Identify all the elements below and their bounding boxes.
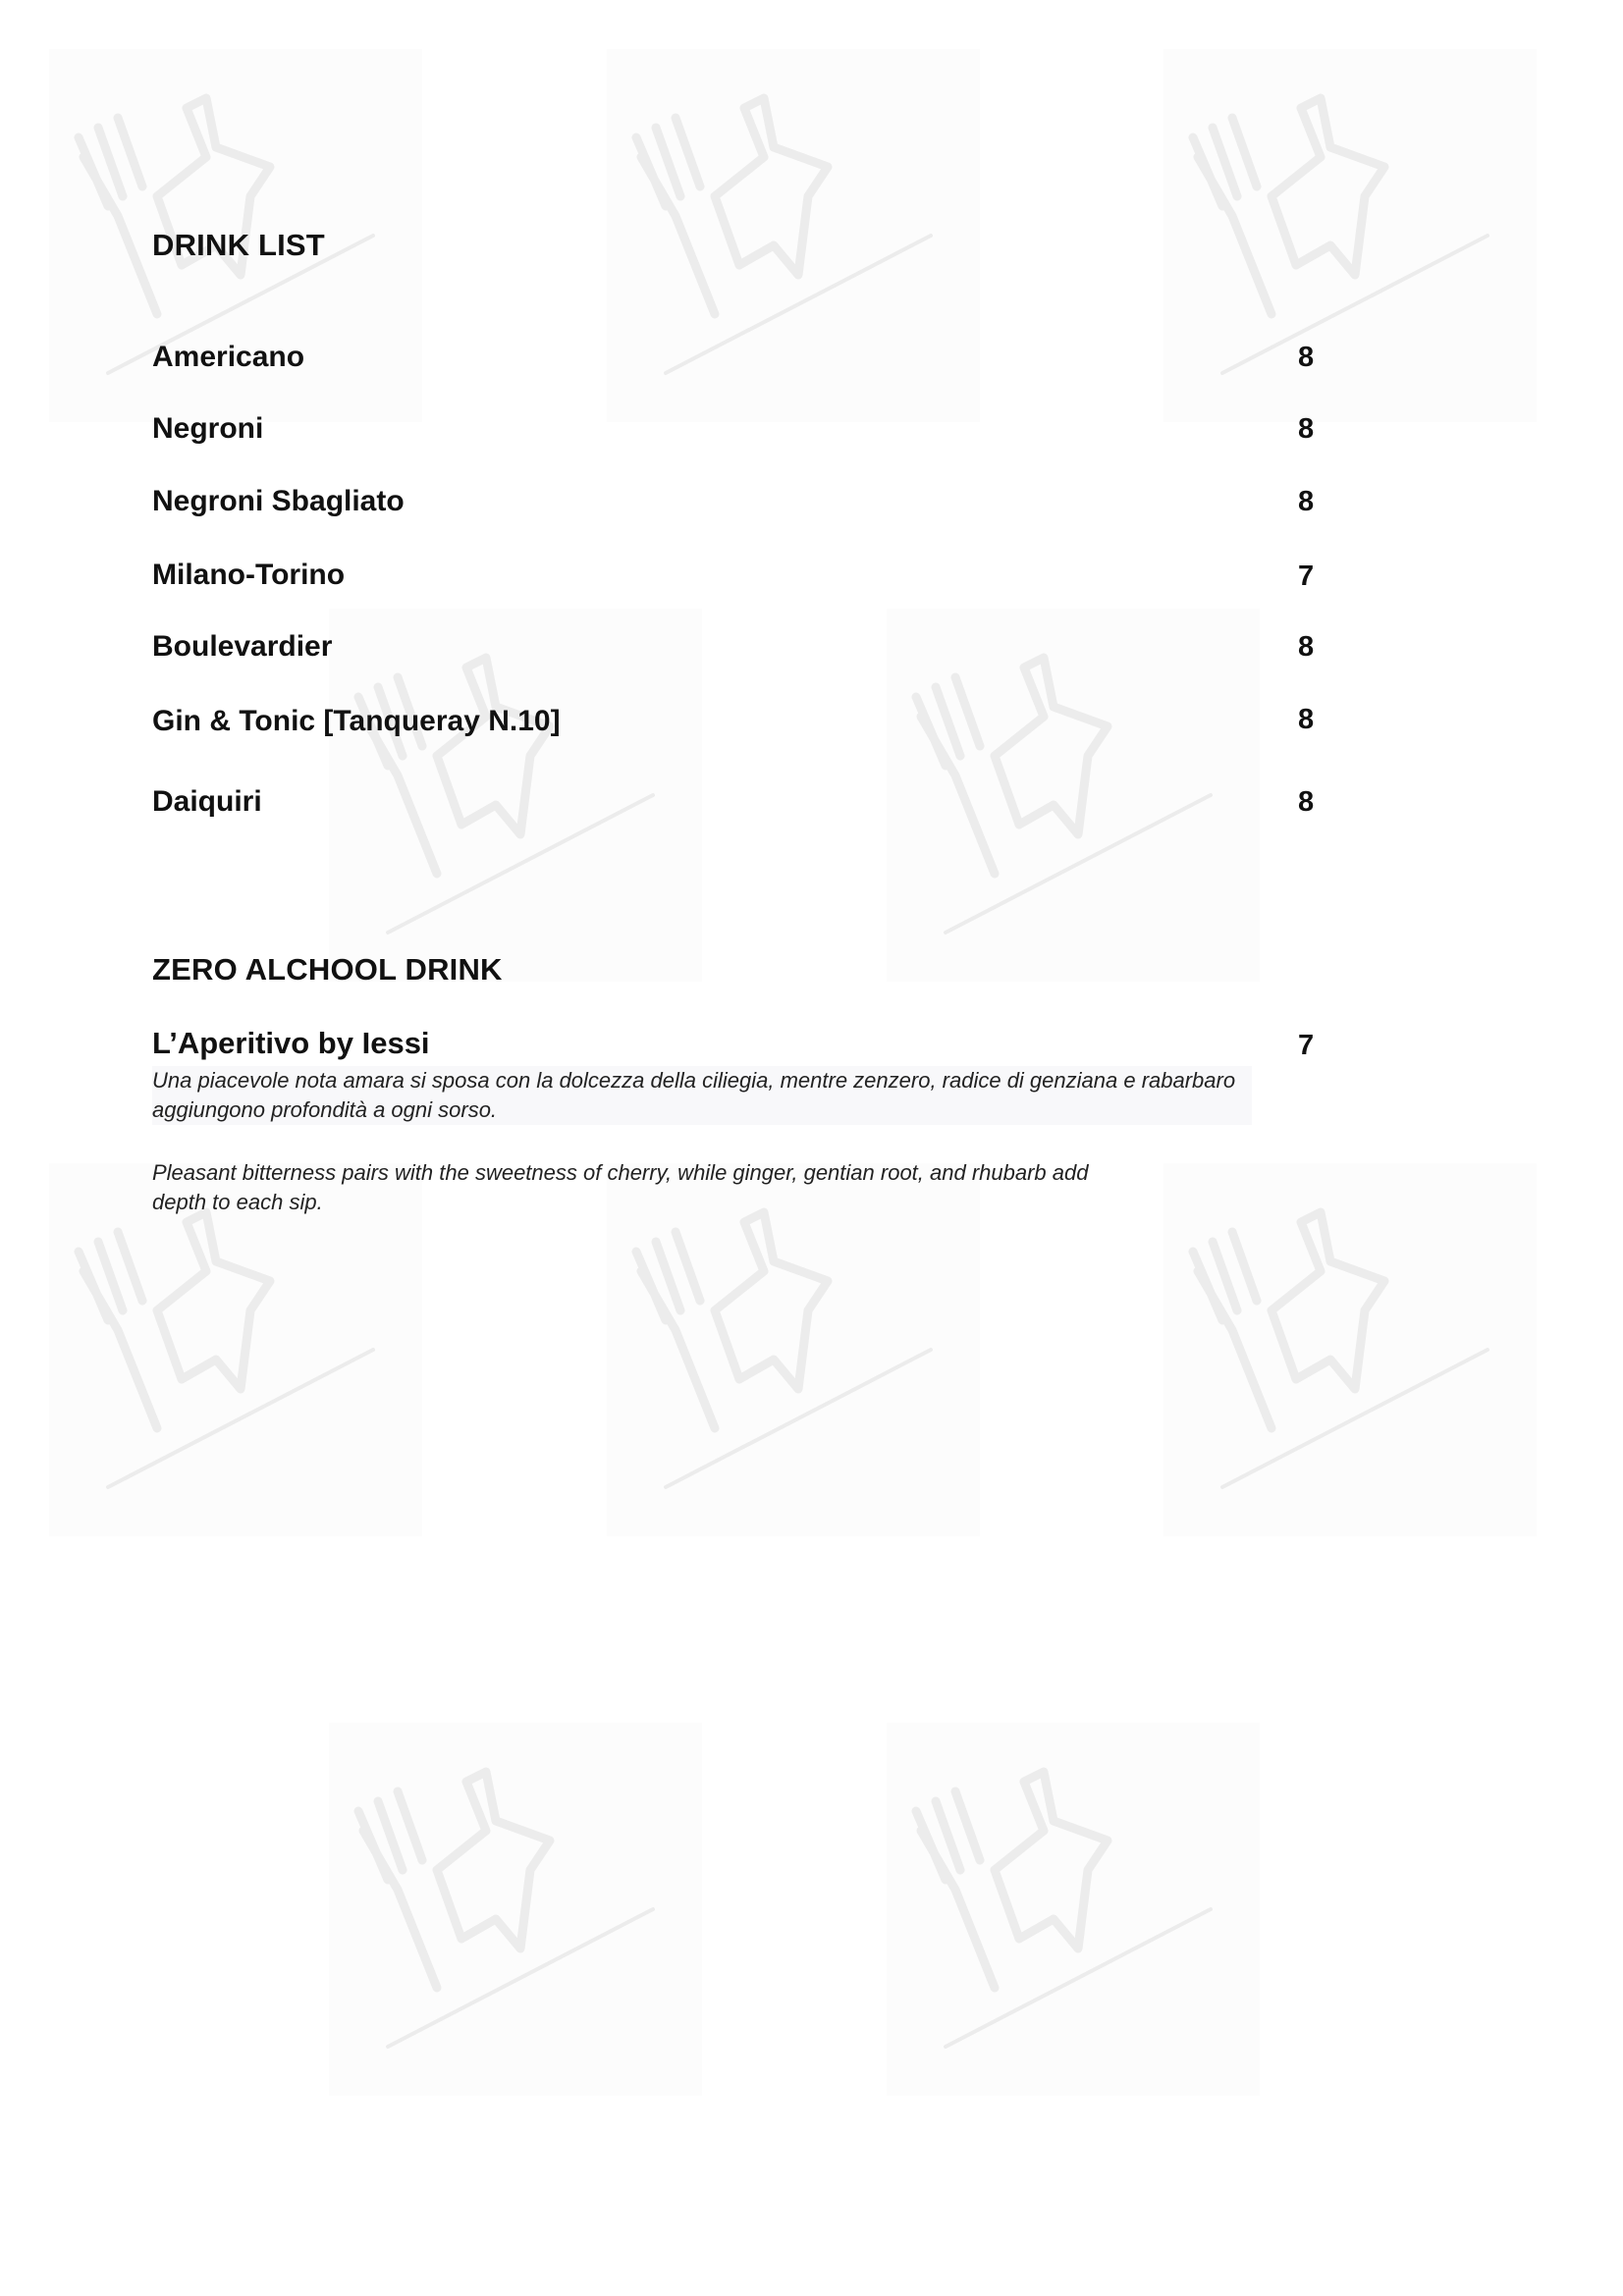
drink-price: 8 (1298, 786, 1315, 818)
drink-price: 8 (1298, 413, 1315, 445)
restaurant-guru-watermark-logo (1163, 49, 1537, 422)
restaurant-guru-watermark-logo (607, 49, 980, 422)
description-english: Pleasant bitterness pairs with the sweetness of cherry, while ginger, gentian root, and rhubarb add depth to each sip. (152, 1160, 1089, 1214)
restaurant-guru-watermark-logo (607, 1163, 980, 1536)
drink-name: Gin & Tonic [Tanqueray N.10] (152, 705, 561, 737)
drink-name: Negroni Sbagliato (152, 485, 405, 517)
description-italian: Una piacevole nota amara si sposa con la dolcezza della ciliegia, mentre zenzero, radice di genziana e rabarbaro aggiungono profondità a ogni sorso. (152, 1066, 1252, 1125)
restaurant-guru-watermark-logo (49, 1163, 422, 1536)
section-title-drink-list: DRINK LIST (152, 228, 325, 262)
drink-price: 8 (1298, 342, 1315, 373)
drink-name: Negroni (152, 412, 264, 445)
drink-price: 8 (1298, 486, 1315, 517)
drink-price: 7 (1298, 561, 1315, 592)
descriptions (152, 1066, 1252, 1217)
restaurant-guru-watermark-logo (887, 1723, 1260, 2096)
restaurant-guru-watermark-logo (329, 1723, 702, 2096)
restaurant-guru-watermark-logo (329, 609, 702, 982)
drink-name: Americano (152, 341, 305, 373)
drink-price: 7 (1298, 1030, 1315, 1061)
drink-name: Milano-Torino (152, 559, 346, 591)
restaurant-guru-watermark-logo (1163, 1163, 1537, 1536)
restaurant-guru-watermark-logo (887, 609, 1260, 982)
drink-price: 8 (1298, 631, 1315, 663)
section-title-zero-alcohol: ZERO ALCHOOL DRINK (152, 952, 503, 987)
drink-name: Boulevardier (152, 630, 333, 663)
drink-name: Daiquiri (152, 785, 262, 818)
drink-name: L’Aperitivo by Iessi (152, 1026, 430, 1060)
drink-price: 8 (1298, 704, 1315, 735)
